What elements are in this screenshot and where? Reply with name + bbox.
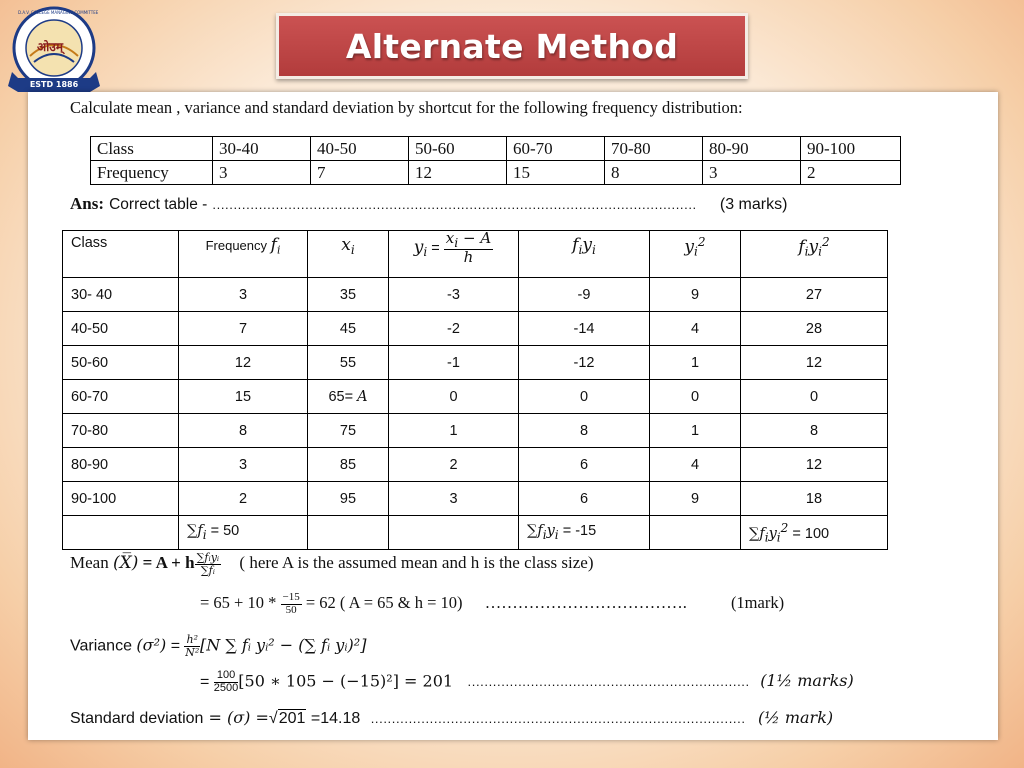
- total-sum-fi: $\sum f_i = 50$: [179, 516, 308, 550]
- table-cell: 1: [650, 414, 741, 448]
- total-sum-fiyi: $\sum f_iy_i = -15$: [519, 516, 650, 550]
- given-cell: 15: [507, 161, 605, 185]
- page-title: Alternate Method: [345, 26, 679, 66]
- table-cell: 18: [741, 482, 888, 516]
- mean-calculation: = 65 + 10 * $\frac{-15}{50}$ = 62 ( A = 65 & h = 10) ………………………………. (1mark): [200, 591, 785, 616]
- given-cell: 30-40: [213, 137, 311, 161]
- dav-logo: [4, 4, 104, 100]
- answer-dots: ...................................................................................................................: [212, 197, 697, 212]
- variance-symbol: (σ²): [136, 635, 167, 655]
- header-yi2: $y_i^2$: [650, 231, 741, 278]
- question-text: Calculate mean , variance and standard deviation by shortcut for the following frequency distribution:: [70, 98, 743, 117]
- solution-table: [62, 230, 888, 550]
- table-row: [63, 482, 888, 516]
- mean-marks: (1mark): [730, 592, 785, 612]
- table-cell: 3: [179, 448, 308, 482]
- mean-dots: ……………………………….: [484, 592, 687, 612]
- answer-label: Ans:: [70, 194, 105, 213]
- table-cell: 65= A: [308, 380, 389, 414]
- given-cell: 2: [801, 161, 901, 185]
- given-cell: 8: [605, 161, 703, 185]
- table-cell: 35: [308, 278, 389, 312]
- table-cell: 28: [741, 312, 888, 346]
- assumed-mean-symbol: A: [357, 388, 368, 405]
- table-row: [63, 414, 888, 448]
- given-cell: 40-50: [311, 137, 409, 161]
- table-cell: 1: [389, 414, 519, 448]
- table-cell: 60-70: [63, 380, 179, 414]
- table-cell: -3: [389, 278, 519, 312]
- table-cell: 15: [179, 380, 308, 414]
- sd-marks: (½ mark): [758, 708, 834, 727]
- header-fiyi2: $f_iy_i^2$: [741, 231, 888, 278]
- variance-calc-fraction: $\frac{100}{2500}$: [213, 669, 239, 694]
- given-cell: 60-70: [507, 137, 605, 161]
- table-row: [63, 448, 888, 482]
- given-cell: 7: [311, 161, 409, 185]
- variance-label: Variance: [70, 637, 132, 655]
- header-yi: $y_i$ = $\frac{x_i - A}{h}$: [389, 231, 519, 278]
- mean-fraction: $\frac{\text{∑fᵢyᵢ}}{\text{∑fᵢ}}$: [196, 551, 220, 577]
- variance-bracket: [N ∑ fᵢ yᵢ² − (∑ fᵢ yᵢ)²]: [199, 635, 367, 655]
- header-xi: $x_i$: [308, 231, 389, 278]
- table-cell: 4: [650, 312, 741, 346]
- given-cell: 90-100: [801, 137, 901, 161]
- table-cell: -9: [519, 278, 650, 312]
- given-cell: 80-90: [703, 137, 801, 161]
- table-row: [91, 161, 901, 185]
- table-cell: 75: [308, 414, 389, 448]
- total-empty: [389, 516, 519, 550]
- table-cell: 55: [308, 346, 389, 380]
- given-cell: 12: [409, 161, 507, 185]
- title-banner: [276, 13, 748, 79]
- table-row: [63, 346, 888, 380]
- table-cell: 12: [741, 346, 888, 380]
- totals-row: [63, 516, 888, 550]
- table-cell: 80-90: [63, 448, 179, 482]
- table-cell: 9: [650, 482, 741, 516]
- table-cell: 85: [308, 448, 389, 482]
- sd-root: √201: [268, 710, 306, 727]
- table-cell: 45: [308, 312, 389, 346]
- table-cell: 2: [389, 448, 519, 482]
- table-cell: 7: [179, 312, 308, 346]
- table-cell: 40-50: [63, 312, 179, 346]
- mean-formula-lhs: = A + h: [142, 552, 195, 572]
- sd-dots: .........................................................................................: [370, 711, 746, 726]
- table-cell: 3: [389, 482, 519, 516]
- logo-estd: ESTD 1886: [29, 80, 79, 89]
- header-fiyi: $f_iy_i$: [519, 231, 650, 278]
- logo-center-text: ओउम्: [37, 40, 64, 54]
- table-row: [63, 312, 888, 346]
- table-row: [91, 137, 901, 161]
- table-row: [63, 278, 888, 312]
- total-sum-fiyi2: $\sum f_iy_i^2 = 100$: [741, 516, 888, 550]
- std-dev-line: Standard deviation = (σ) =√201 =14.18 ......................................................................................... (½ mark): [70, 708, 834, 727]
- table-cell: 3: [179, 278, 308, 312]
- variance-formula: Variance (σ²) = $\frac{\text{h²}}{\text{N²}}$ [N ∑ fᵢ yᵢ² − (∑ fᵢ yᵢ)²]: [70, 633, 367, 659]
- table-cell: 6: [519, 482, 650, 516]
- table-cell: 0: [741, 380, 888, 414]
- total-empty: [308, 516, 389, 550]
- variance-calculation: = $\frac{100}{2500}$ [50 ∗ 105 − (−15)²] = 201 ................................................................... (1½ marks): [200, 669, 854, 694]
- table-cell: 9: [650, 278, 741, 312]
- answer-line: [70, 194, 787, 214]
- table-cell: 8: [741, 414, 888, 448]
- variance-marks: (1½ marks): [760, 671, 854, 691]
- given-cell: 70-80: [605, 137, 703, 161]
- table-cell: 8: [519, 414, 650, 448]
- table-cell: 27: [741, 278, 888, 312]
- given-cell: 3: [703, 161, 801, 185]
- given-cell: Frequency: [91, 161, 213, 185]
- table-cell: -14: [519, 312, 650, 346]
- mean-symbol: (X̅): [112, 552, 139, 573]
- table-cell: 6: [519, 448, 650, 482]
- table-cell: 1: [650, 346, 741, 380]
- correct-table-label: Correct table -: [109, 196, 208, 213]
- table-header-row: [63, 231, 888, 278]
- table-cell: 2: [179, 482, 308, 516]
- table-cell: 50-60: [63, 346, 179, 380]
- given-cell: 3: [213, 161, 311, 185]
- table-cell: 12: [741, 448, 888, 482]
- variance-dots: ...................................................................: [467, 674, 750, 690]
- table-cell: 0: [389, 380, 519, 414]
- total-empty: [650, 516, 741, 550]
- given-cell: Class: [91, 137, 213, 161]
- table-cell: -1: [389, 346, 519, 380]
- table-cell: 70-80: [63, 414, 179, 448]
- table-cell: 30- 40: [63, 278, 179, 312]
- mean-formula: [70, 552, 593, 576]
- table-cell: 90-100: [63, 482, 179, 516]
- logo-top-text: D.A.V. COLLEGE MANAGING COMMITTEE: [18, 10, 99, 15]
- table-cell: -2: [389, 312, 519, 346]
- given-frequency-table: [90, 136, 901, 185]
- table-cell: -12: [519, 346, 650, 380]
- mean-label: Mean: [70, 552, 109, 572]
- table-cell: 4: [650, 448, 741, 482]
- variance-fraction: $\frac{\text{h²}}{\text{N²}}$: [185, 633, 200, 659]
- table-cell: 8: [179, 414, 308, 448]
- table-cell: 12: [179, 346, 308, 380]
- given-cell: 50-60: [409, 137, 507, 161]
- header-class: Class: [63, 231, 179, 278]
- mean-note: ( here A is the assumed mean and h is the class size): [239, 552, 594, 572]
- total-empty: [63, 516, 179, 550]
- sd-label: Standard deviation: [70, 710, 204, 727]
- mean-calc-fraction: $\frac{-15}{50}$: [282, 591, 300, 616]
- table-cell: 95: [308, 482, 389, 516]
- answer-marks: (3 marks): [719, 196, 788, 213]
- table-row: [63, 380, 888, 414]
- content-panel: [28, 92, 998, 740]
- header-frequency: Frequency $f_i$: [179, 231, 308, 278]
- table-cell: 0: [519, 380, 650, 414]
- table-cell: 0: [650, 380, 741, 414]
